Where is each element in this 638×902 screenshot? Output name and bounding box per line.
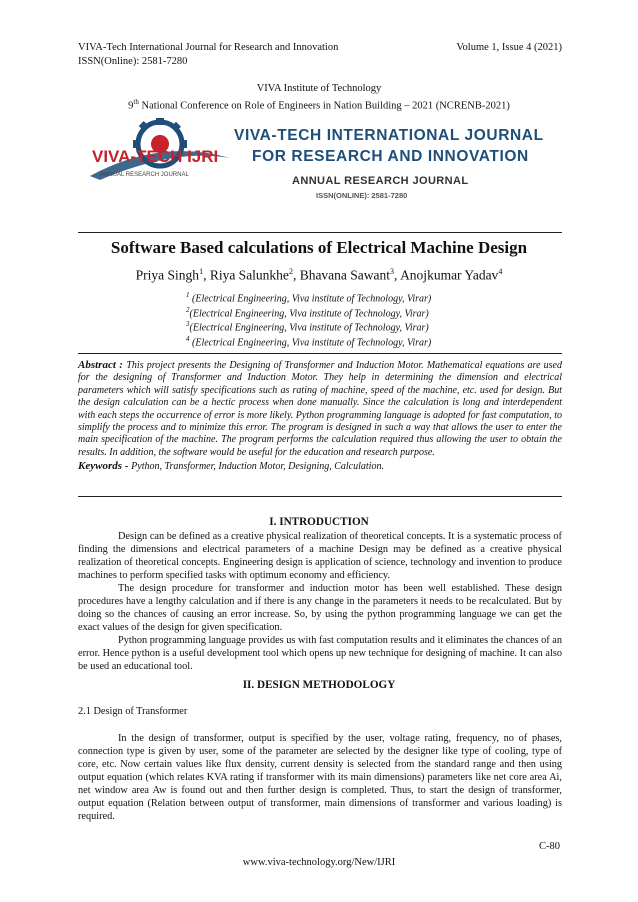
page-number: C-80 (539, 841, 560, 852)
abstract-block (78, 359, 562, 474)
issn-online: ISSN(Online): 2581-7280 (78, 56, 188, 67)
divider-abstract-top (78, 353, 562, 354)
author-name: Priya Singh (135, 267, 200, 283)
paper-title: Software Based calculations of Electrical Machine Design (110, 238, 528, 257)
section-heading-methodology: II. DESIGN METHODOLOGY (242, 679, 396, 691)
journal-logo (80, 118, 560, 210)
footer-url: www.viva-technology.org/New/IJRI (242, 857, 396, 868)
affiliation-line: $^2$(Electrical Engineering, Viva institute of Technology, Virar) (186, 305, 429, 319)
journal-banner (80, 118, 560, 210)
volume-issue: Volume 1, Issue 4 (2021) (456, 42, 562, 53)
banner-line3: ANNUAL RESEARCH JOURNAL (292, 175, 469, 187)
author-name: Riya Salunkhe (209, 267, 289, 283)
conference-line: 9th National Conference on Role of Engineers in Nation Building – 2021 (NCRENB-2021) (128, 98, 510, 112)
banner-line4: ISSN(ONLINE): 2581-7280 (316, 191, 408, 200)
divider-top (78, 232, 562, 233)
abstract-text: This project presents the Designing of Transformer and Induction Motor. Mathematical equations are used for the designing of Transformer and Induction Motor. They help in determining the dimension and electrical parameters which will satisfy specifications such as rating of machine, speed of the machine, etc. used for design. But the design calculation can be a hectic process when done manually. Since the calculation is long and interdependent with each steps the occurrence of error is more likely. Python programming language is adopted for fast computation, to simplify the process and to minimize this error. The program is designed in such a way that allows the user to enter the main specification of the machine. The program performs the calculation required thus allowing the user to obtain the results. In addition, the software would be useful for the education and research purpose. (78, 360, 562, 458)
author-name: Anojkumar Yadav (400, 267, 499, 283)
affiliation-line: $^1$ (Electrical Engineering, Viva institute of Technology, Virar) (186, 291, 432, 305)
author-name: Bhavana Sawant (299, 267, 391, 283)
paragraph: Python programming language provides us with fast computation results and it eliminates the chances of an error. Hence python is a useful development tool which opens up new technique for designing of machine. It can also be used an educational tool. (78, 635, 562, 672)
paragraph: In the design of transformer, output is specified by the user, voltage rating, frequency, no of phases, connection type is given by user, some of the parameter are selected by the designer like type of cooling, type of core, etc. Now certain values like flux density, current density is selected from the standard range and then using output equation (which relates KVA rating if transformer with its main dimensions) parameters like net core area Ai, net window area Aw is found out and then further design is completed. Thus, to start the design of transformer, output equation (Relation between output of transformer, main dimensions of transformer and various loading) is required. (78, 733, 562, 822)
affiliation-line: $^3$(Electrical Engineering, Viva institute of Technology, Virar) (186, 320, 429, 334)
methodology-body (78, 732, 562, 823)
divider-abstract-bottom (78, 496, 562, 497)
journal-name: VIVA-Tech International Journal for Research and Innovation (78, 42, 339, 53)
introduction-body (78, 530, 562, 673)
banner-line1: VIVA-TECH INTERNATIONAL JOURNAL (234, 127, 544, 144)
affiliations (186, 290, 486, 348)
keywords-text: Python, Transformer, Induction Motor, Designing, Calculation. (131, 461, 384, 473)
banner-line2: FOR RESEARCH AND INNOVATION (252, 148, 529, 165)
institute-name: VIVA Institute of Technology (256, 83, 382, 94)
logo-text: VIVA-TECH IJRI (92, 147, 219, 166)
author-list: Priya Singh$^1$, Riya Salunkhe$^2$, Bhavana Sawant$^3$, Anojkumar Yadav$^4$ (135, 267, 503, 283)
abstract-label: Abstract : (78, 359, 127, 371)
logo-subtitle: ANNUAL RESEARCH JOURNAL (100, 172, 189, 178)
paragraph: Design can be defined as a creative physical realization of theoretical concepts. It is a systematic process of finding the dimensions and electrical parameters of a machine Design may be defined as a creative physical realization of theoretical concepts. Engineering design is application of science, technology and invention to produce machines to perform specified tasks with optimum economy and efficiency. (78, 531, 562, 581)
affiliation-line: $^4$ (Electrical Engineering, Viva institute of Technology, Virar) (186, 334, 432, 348)
section-heading-introduction: I. INTRODUCTION (269, 516, 369, 528)
paragraph: The design procedure for transformer and induction motor has been well established. These design procedures have a lengthy calculation and if there is any change in the parameters it needs to be recalculated. But by doing so the chances of causing an error increase. So, by using the python programming language we can get the exact values of the design for given specification. (78, 583, 562, 633)
subsection-heading: 2.1 Design of Transformer (78, 706, 188, 717)
keywords-label: Keywords - (78, 460, 132, 473)
